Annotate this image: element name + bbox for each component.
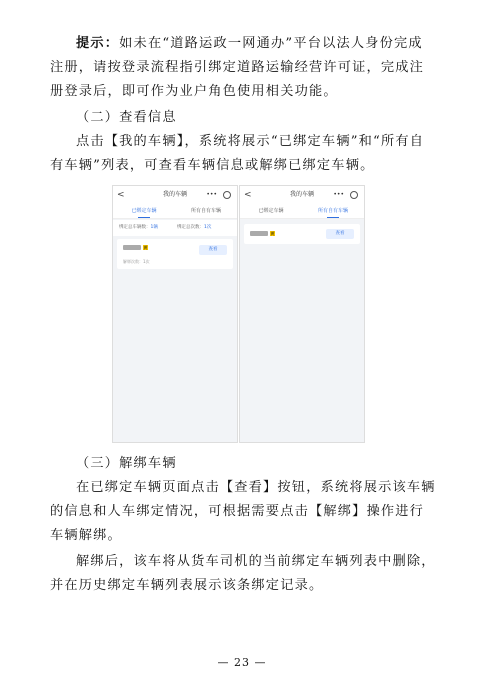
view-button: 查看 <box>326 229 354 239</box>
section3-paragraph-1: 在已绑定车辆页面点击【查看】按钮，系统将展示该车辆的信息和人车绑定情况，可根据需要点击【解绑】操作进行车辆解绑。 <box>50 480 436 543</box>
tip-text: 如未在“道路运政一网通办”平台以法人身份完成注册，请按登录流程指引绑定道路运输经营许可证，完成注册登录后，即可作为业户角色使用相关功能。 <box>50 36 425 99</box>
plate-color-tag: 黄 <box>143 245 148 250</box>
more-icon: ••• <box>206 191 217 198</box>
total-vehicles-value: 1辆 <box>150 225 158 230</box>
phone-title: 我的车辆 <box>162 191 187 198</box>
plate-number-redacted <box>250 231 268 236</box>
total-vehicles-label: 绑定总车辆数： <box>119 225 151 230</box>
phone-screenshot-all-vehicles <box>239 185 365 443</box>
tip-label: 提示： <box>76 36 120 51</box>
bind-stats-row <box>113 220 237 236</box>
close-circle-icon <box>350 191 358 199</box>
phone-background <box>240 219 364 442</box>
phone-title-bar <box>240 186 364 204</box>
total-binds-label: 绑定总次数： <box>177 225 204 230</box>
close-circle-icon <box>223 191 231 199</box>
vehicle-card <box>117 239 233 269</box>
phone-tabs <box>113 204 237 219</box>
more-icon: ••• <box>333 191 344 198</box>
tab-bound-vehicles: 已绑定车辆 <box>113 204 175 218</box>
unbind-count: 解绑次数：1次 <box>123 259 150 264</box>
total-binds-value: 1次 <box>204 225 212 230</box>
phone-title-bar <box>113 186 237 204</box>
view-button: 查看 <box>199 245 227 255</box>
tab-all-vehicles: 所有自有车辆 <box>302 204 364 218</box>
plate-color-tag: 黄 <box>270 231 275 236</box>
vehicle-card <box>244 224 360 244</box>
page-number: — 23 — <box>217 656 267 669</box>
section3-paragraph-2: 解绑后，该车将从货车司机的当前绑定车辆列表中删除，并在历史绑定车辆列表展示该条绑定记录。 <box>50 554 436 593</box>
tab-bound-vehicles: 已绑定车辆 <box>258 208 284 214</box>
back-icon: < <box>244 190 252 200</box>
phone-title: 我的车辆 <box>289 191 314 198</box>
back-icon: < <box>117 190 125 200</box>
section2-heading: （二）查看信息 <box>76 110 177 125</box>
phone-tabs <box>240 204 364 219</box>
section2-paragraph: 点击【我的车辆】，系统将展示“已绑定车辆”和“所有自有车辆”列表，可查看车辆信息或解绑已绑定车辆。 <box>50 134 425 173</box>
phone-screenshot-bound-vehicles <box>112 185 238 443</box>
section3-heading: （三）解绑车辆 <box>76 456 177 471</box>
plate-number-redacted <box>123 245 141 250</box>
tip-paragraph <box>50 32 436 104</box>
tab-all-vehicles: 所有自有车辆 <box>190 208 221 214</box>
